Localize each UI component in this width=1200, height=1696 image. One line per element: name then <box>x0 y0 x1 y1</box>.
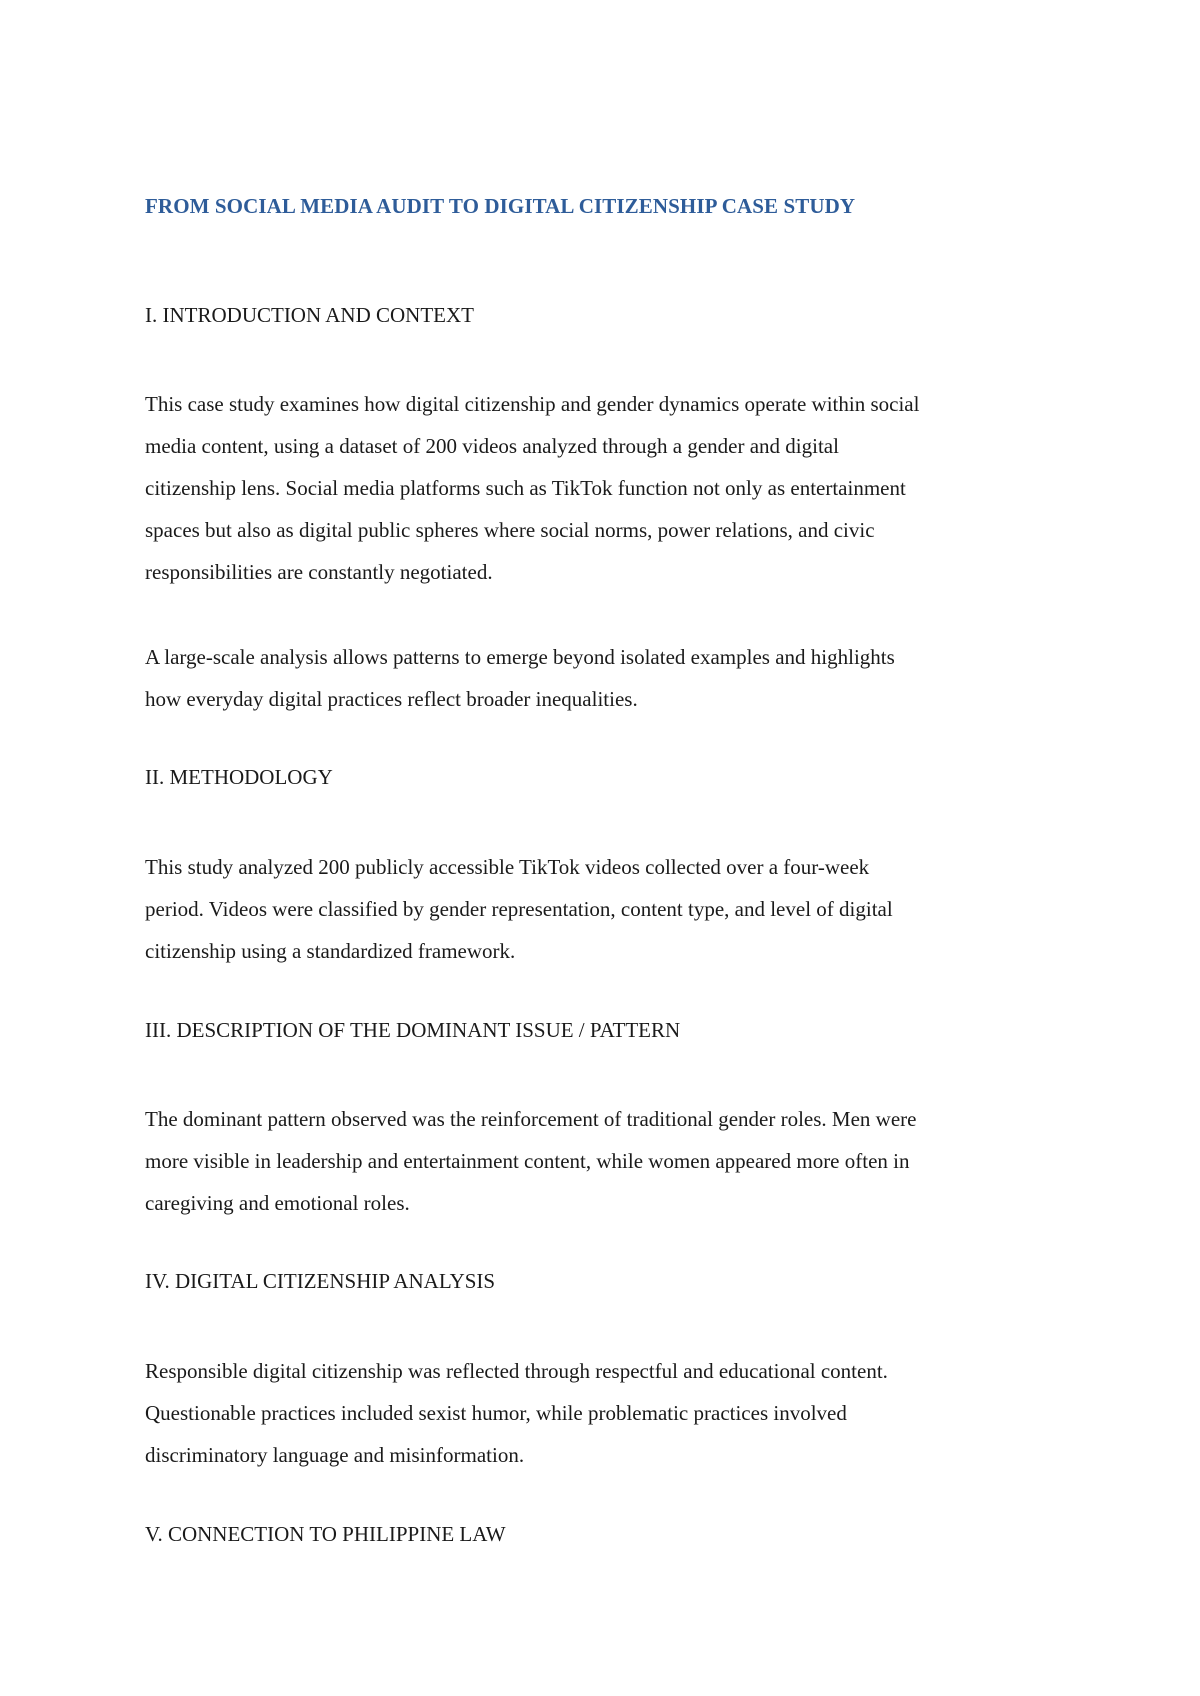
paragraph-line: This case study examines how digital citizenship and gender dynamics operate within social <box>145 392 920 416</box>
paragraph-line: citizenship lens. Social media platforms such as TikTok function not only as entertainment <box>145 476 906 500</box>
paragraph-line: A large-scale analysis allows patterns to emerge beyond isolated examples and highlights <box>145 645 895 669</box>
section-heading-introduction: I. INTRODUCTION AND CONTEXT <box>145 303 474 327</box>
paragraph-line: spaces but also as digital public spheres where social norms, power relations, and civic <box>145 518 875 542</box>
paragraph-line: responsibilities are constantly negotiated. <box>145 560 493 584</box>
paragraph-methodology <box>145 846 1055 972</box>
paragraph-introduction-1 <box>145 383 1055 593</box>
paragraph-line: citizenship using a standardized framework. <box>145 939 516 963</box>
paragraph-line: how everyday digital practices reflect broader inequalities. <box>145 687 638 711</box>
section-heading-philippine-law: V. CONNECTION TO PHILIPPINE LAW <box>145 1522 506 1546</box>
paragraph-line: media content, using a dataset of 200 videos analyzed through a gender and digital <box>145 434 839 458</box>
paragraph-line: period. Videos were classified by gender representation, content type, and level of digital <box>145 897 893 921</box>
paragraph-line: Responsible digital citizenship was reflected through respectful and educational content. <box>145 1359 888 1383</box>
paragraph-dominant-issue <box>145 1098 1055 1224</box>
paragraph-line: more visible in leadership and entertainment content, while women appeared more often in <box>145 1149 910 1173</box>
paragraph-line: discriminatory language and misinformation. <box>145 1443 525 1467</box>
section-heading-methodology: II. METHODOLOGY <box>145 765 333 789</box>
document-title: FROM SOCIAL MEDIA AUDIT TO DIGITAL CITIZENSHIP CASE STUDY <box>145 194 856 218</box>
paragraph-digital-citizenship-analysis <box>145 1350 1055 1476</box>
section-heading-digital-citizenship-analysis: IV. DIGITAL CITIZENSHIP ANALYSIS <box>145 1269 496 1293</box>
paragraph-introduction-2 <box>145 636 1055 720</box>
paragraph-line: The dominant pattern observed was the reinforcement of traditional gender roles. Men were <box>145 1107 917 1131</box>
paragraph-line: Questionable practices included sexist humor, while problematic practices involved <box>145 1401 847 1425</box>
paragraph-line: caregiving and emotional roles. <box>145 1191 410 1215</box>
paragraph-line: This study analyzed 200 publicly accessible TikTok videos collected over a four-week <box>145 855 870 879</box>
section-heading-dominant-issue: III. DESCRIPTION OF THE DOMINANT ISSUE / PATTERN <box>145 1018 681 1042</box>
